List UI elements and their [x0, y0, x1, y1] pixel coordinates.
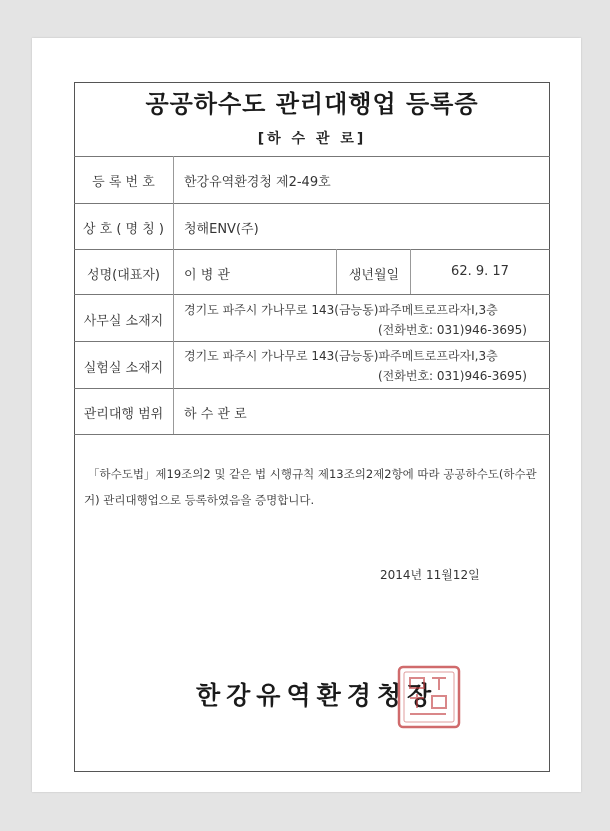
- official-seal-icon: [396, 664, 462, 730]
- representative-value: 이 병 관: [184, 268, 230, 283]
- birthdate-value: 62. 9. 17: [451, 264, 509, 279]
- birthdate-label: 생년월일: [348, 268, 400, 283]
- company-label: 상 호 ( 명 칭 ): [82, 222, 165, 237]
- office-address-line: 경기도 파주시 가나무로 143(금능동)파주메트로프라자Ⅰ,3층: [184, 303, 498, 317]
- issue-date: 2014년 11월12일: [380, 568, 480, 582]
- company-value: 청해ENV(주): [184, 222, 259, 237]
- scope-label: 관리대행 범위: [83, 407, 164, 422]
- document-title: 공공하수도 관리대행업 등록증: [145, 90, 479, 118]
- issuer-name: 한강유역환경청장: [196, 681, 438, 710]
- table-divider: [74, 434, 550, 435]
- table-divider: [74, 249, 550, 250]
- office-phone: (전화번호: 031)946-3695): [378, 323, 527, 337]
- office-address-label: 사무실 소재지: [83, 314, 164, 329]
- representative-label: 성명(대표자): [87, 268, 160, 283]
- table-divider: [74, 341, 550, 342]
- table-column-divider: [173, 156, 174, 434]
- table-column-divider: [336, 249, 337, 294]
- table-divider: [74, 156, 550, 157]
- table-divider: [74, 294, 550, 295]
- certification-text: 「하수도법」제19조의2 및 같은 법 시행규칙 제13조의2제2항에 따라 공공하수도(하수관거) 관리대행업으로 등록하였음을 증명합니다.: [84, 467, 537, 507]
- table-divider: [74, 388, 550, 389]
- lab-address-line: 경기도 파주시 가나무로 143(금능동)파주메트로프라자Ⅰ,3층: [184, 349, 498, 363]
- lab-address-label: 실험실 소재지: [83, 361, 164, 376]
- table-divider: [74, 203, 550, 204]
- reg-no-label: 등 록 번 호: [92, 175, 155, 190]
- document-subtitle: [하 수 관 로]: [257, 131, 367, 147]
- reg-no-value: 한강유역환경청 제2-49호: [184, 175, 331, 190]
- lab-phone: (전화번호: 031)946-3695): [378, 369, 527, 383]
- scope-value: 하 수 관 로: [184, 407, 247, 422]
